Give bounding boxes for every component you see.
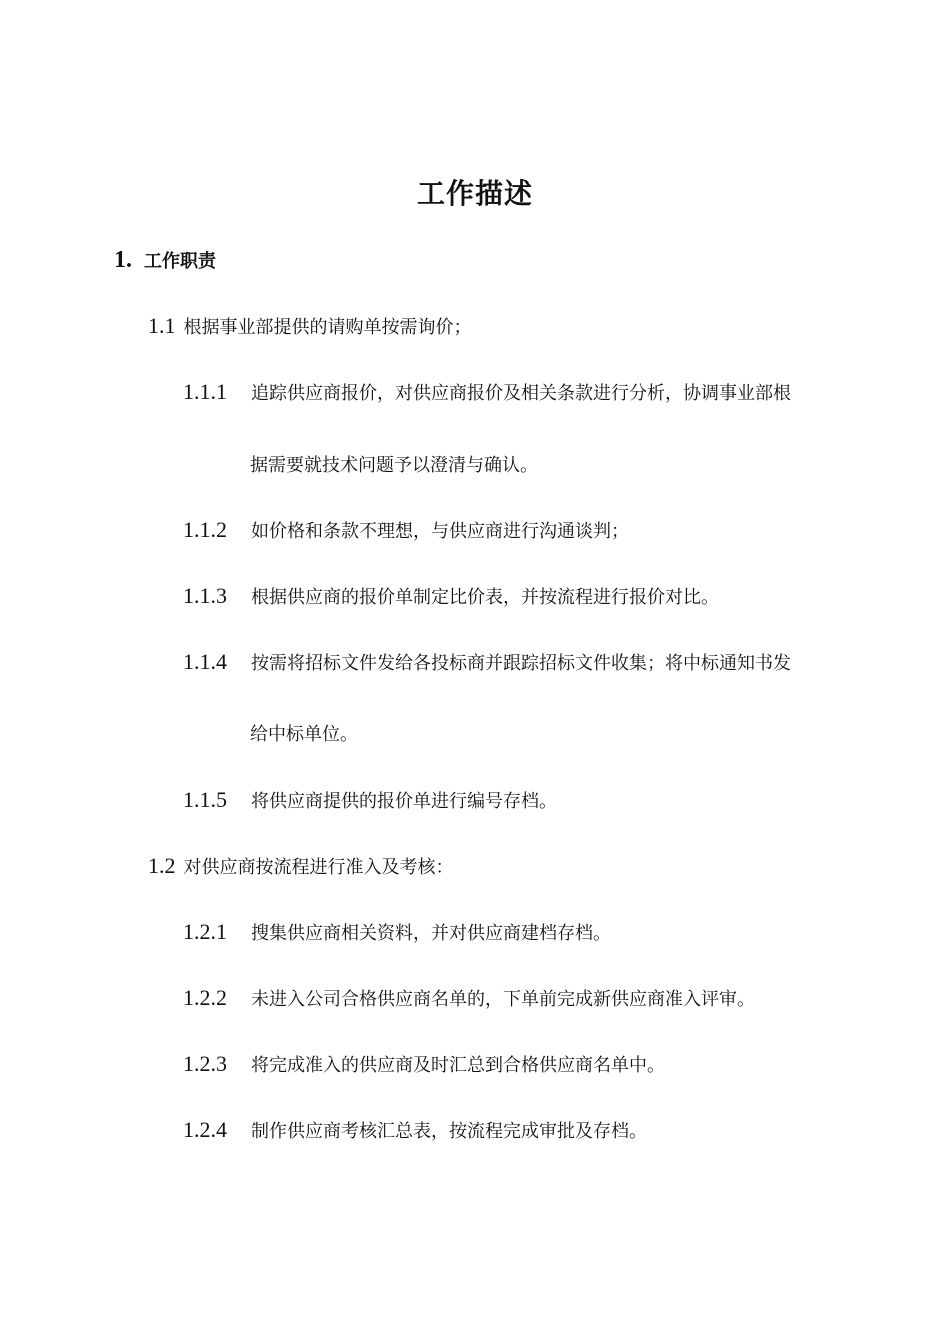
clause-text: 未进入公司合格供应商名单的，下单前完成新供应商准入评审。 bbox=[251, 989, 755, 1010]
clause-1-1-4-continuation: 给中标单位。 bbox=[250, 724, 358, 745]
page-title: 工作描述 bbox=[416, 177, 533, 210]
clause-text: 将完成准入的供应商及时汇总到合格供应商名单中。 bbox=[251, 1055, 665, 1076]
clause-1-1-1-continuation: 据需要就技术问题予以澄清与确认。 bbox=[250, 455, 538, 476]
clause-number: 1.2.1 bbox=[183, 919, 227, 944]
clause-1-1-1 bbox=[183, 377, 791, 409]
clause-1-2-2 bbox=[183, 983, 755, 1015]
clause-number: 1.1.4 bbox=[183, 649, 227, 674]
clause-number: 1.2 bbox=[148, 853, 176, 878]
clause-number: 1.2.4 bbox=[183, 1117, 227, 1142]
clause-number: 1.2.2 bbox=[183, 985, 227, 1010]
clause-text: 按需将招标文件发给各投标商并跟踪招标文件收集；将中标通知书发 bbox=[251, 653, 791, 674]
clause-text: 制作供应商考核汇总表，按流程完成审批及存档。 bbox=[251, 1121, 647, 1142]
section-title: 工作职责 bbox=[144, 251, 216, 272]
clause-number: 1.1.2 bbox=[183, 517, 227, 542]
clause-number: 1.1.3 bbox=[183, 583, 227, 608]
clause-text: 根据事业部提供的请购单按需询价； bbox=[183, 317, 472, 338]
section-number: 1. bbox=[114, 247, 132, 273]
clause-text: 将供应商提供的报价单进行编号存档。 bbox=[251, 791, 557, 812]
clause-1-1-3 bbox=[183, 581, 719, 613]
clause-1-2-3 bbox=[183, 1049, 665, 1081]
section-heading bbox=[114, 243, 216, 279]
clause-1-2-1 bbox=[183, 917, 611, 949]
clause-1-1-2 bbox=[183, 515, 629, 547]
clause-1-2 bbox=[148, 851, 454, 883]
clause-1-1 bbox=[148, 311, 472, 343]
clause-number: 1.1.5 bbox=[183, 787, 227, 812]
clause-number: 1.1.1 bbox=[183, 379, 227, 404]
clause-text: 对供应商按流程进行准入及考核： bbox=[183, 857, 454, 878]
clause-text: 搜集供应商相关资料，并对供应商建档存档。 bbox=[251, 923, 611, 944]
clause-number: 1.2.3 bbox=[183, 1051, 227, 1076]
clause-1-2-4 bbox=[183, 1115, 647, 1147]
clause-1-1-5 bbox=[183, 785, 557, 817]
clause-number: 1.1 bbox=[148, 313, 176, 338]
clause-text: 根据供应商的报价单制定比价表，并按流程进行报价对比。 bbox=[251, 587, 719, 608]
clause-text: 追踪供应商报价，对供应商报价及相关条款进行分析，协调事业部根 bbox=[251, 383, 791, 404]
clause-1-1-4 bbox=[183, 647, 791, 679]
clause-text: 如价格和条款不理想，与供应商进行沟通谈判； bbox=[251, 521, 629, 542]
